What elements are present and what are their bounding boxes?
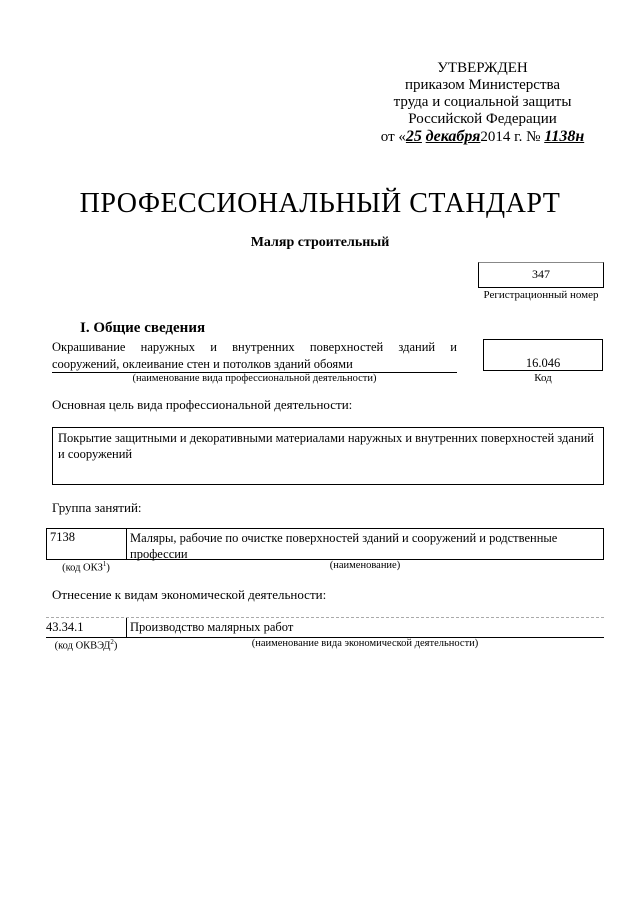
occupation-name-caption: (наименование) <box>329 560 401 571</box>
economic-activity-name: Производство малярных работ <box>130 620 294 634</box>
occupation-name: Маляры, рабочие по очистке поверхностей зданий и сооружений и родственные профессии <box>130 531 558 561</box>
occupation-group-label: Группа занятий: <box>52 500 142 515</box>
economic-activity-code: 43.34.1 <box>46 620 84 634</box>
approval-line-3: труда и социальной защиты <box>393 94 572 110</box>
registration-number: 347 <box>532 267 550 281</box>
okz-caption-text: (код ОКЗ <box>62 562 103 574</box>
approval-line-4: Российской Федерации <box>408 111 557 127</box>
date-day: 25 <box>405 128 422 145</box>
approval-block <box>340 60 625 146</box>
okz-footnote-mark: 1 <box>102 560 107 568</box>
date-year: 2014 г. № <box>480 129 541 145</box>
registration-caption: Регистрационный номер <box>483 289 599 301</box>
approval-line-2: приказом Министерства <box>404 77 561 93</box>
activity-name-line-2: сооружений, оклеивание стен и потолков зданий обоями <box>52 357 353 371</box>
okved-caption-end: ) <box>113 640 118 652</box>
goal-text: Покрытие защитными и декоративными материалами наружных и внутренних поверхностей зданий и сооружений <box>58 431 594 461</box>
economic-name-caption: (наименование вида экономической деятельности) <box>251 638 479 649</box>
order-number: 1138н <box>544 128 585 145</box>
approval-date-line <box>340 128 625 146</box>
economic-activity-label: Отнесение к видам экономической деятельности: <box>52 587 327 602</box>
okved-caption-text: (код ОКВЭД <box>54 640 111 652</box>
occupation-code-caption <box>46 560 126 574</box>
activity-caption: (наименование вида профессиональной деятельности) <box>132 373 377 384</box>
activity-code: 16.046 <box>525 356 561 370</box>
activity-name-line-1: Окрашивание наружных и внутренних поверхностей зданий и <box>52 340 457 354</box>
okz-caption-end: ) <box>106 562 110 574</box>
date-month: декабря <box>425 128 481 145</box>
goal-label: Основная цель вида профессиональной деятельности: <box>52 397 353 412</box>
date-prefix: от « <box>380 129 406 145</box>
occupation-code: 7138 <box>50 530 75 544</box>
economic-code-caption <box>46 638 126 652</box>
approval-heading: УТВЕРЖДЕН <box>437 60 528 76</box>
occupation-table-divider <box>126 528 127 560</box>
document-subtitle: Маляр строительный <box>250 235 390 250</box>
activity-code-caption: Код <box>534 372 552 384</box>
section-heading: I. Общие сведения <box>80 320 206 336</box>
economic-table-top-line <box>46 617 604 618</box>
document-title: ПРОФЕССИОНАЛЬНЫЙ СТАНДАРТ <box>79 188 561 219</box>
okved-footnote-mark: 2 <box>110 638 114 646</box>
economic-table-divider <box>126 618 127 637</box>
